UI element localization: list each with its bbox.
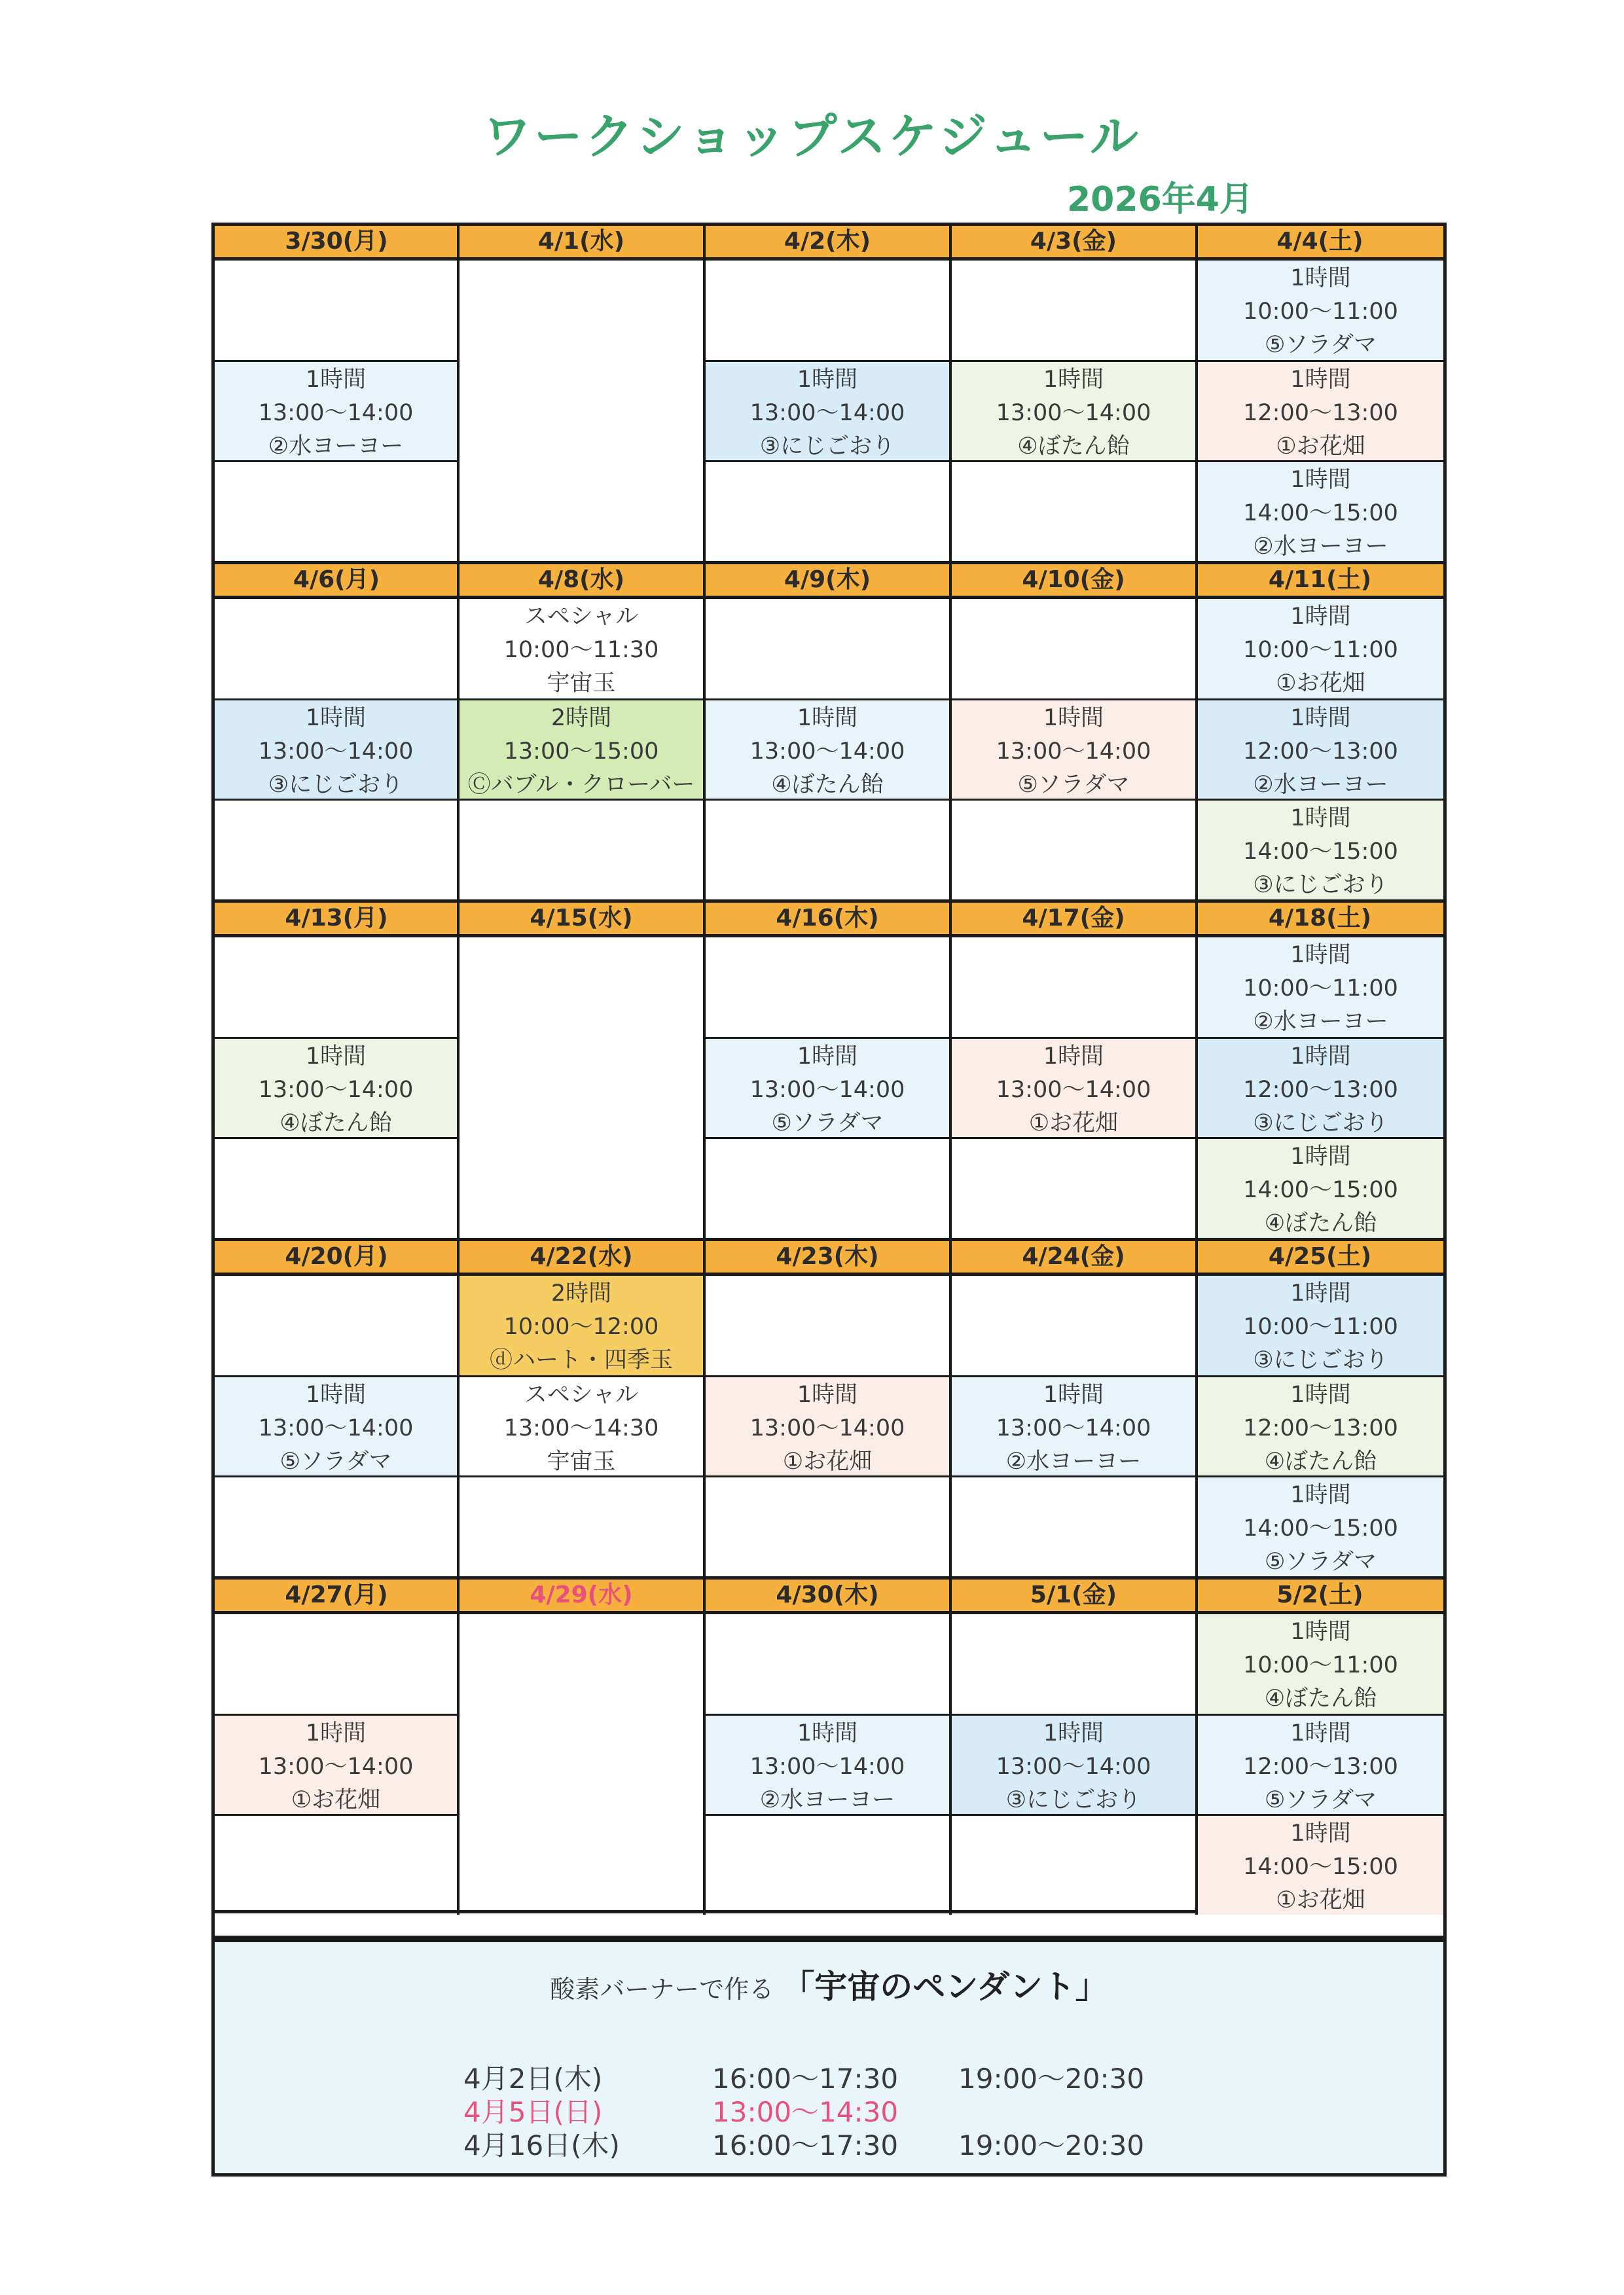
slot-divider [950, 1714, 1197, 1716]
column-divider [703, 899, 706, 1238]
slot-divider [1197, 799, 1443, 801]
slot-divider [950, 460, 1197, 462]
day-header: 4/8(水) [537, 566, 625, 593]
day-header: 4/16(木) [776, 905, 879, 931]
slot-duration: スペシャル [524, 1382, 639, 1408]
slot-time: 13:00〜14:30 [503, 1415, 659, 1441]
column-divider [457, 1576, 460, 1915]
slot-time: 13:00〜14:00 [749, 1754, 905, 1780]
day-header: 4/22(水) [530, 1243, 633, 1270]
slot-program: ⑤ソラダマ [1264, 332, 1377, 358]
slot-time: 13:00〜14:00 [258, 1415, 414, 1441]
slot-program: ②水ヨーヨー [1253, 533, 1388, 560]
column-divider [1195, 899, 1198, 1238]
day-header: 4/20(月) [285, 1243, 388, 1270]
workshop-slot [706, 362, 949, 460]
day-header: 4/13(月) [285, 905, 388, 931]
slot-duration: 2時間 [550, 705, 612, 731]
pendant-open-quote: 「 [782, 1968, 815, 2006]
workshop-slot [1198, 1039, 1443, 1137]
slot-duration: 1時間 [1290, 265, 1351, 291]
slot-time: 13:00〜14:00 [258, 1077, 414, 1103]
workshop-slot [1198, 1139, 1443, 1238]
slot-program: ②水ヨーヨー [1253, 1009, 1388, 1035]
pendant-info-box [211, 1939, 1447, 2177]
slot-duration: 1時間 [1290, 1280, 1351, 1307]
slot-program: Ⓒバブル・クローバー [467, 772, 695, 798]
workshop-slot [1198, 261, 1443, 360]
column-divider [1195, 1238, 1198, 1576]
column-divider [703, 223, 706, 561]
slot-time: 10:00〜11:30 [503, 637, 659, 663]
slot-divider [704, 460, 950, 462]
month-label: 2026年4月 [1067, 180, 1254, 219]
slot-program: ⑤ソラダマ [280, 1449, 392, 1475]
workshop-slot [1198, 1276, 1443, 1375]
slot-program: ④ぼたん飴 [771, 772, 884, 798]
slot-duration: 1時間 [305, 705, 367, 731]
slot-divider [1197, 1037, 1443, 1039]
slot-duration: 1時間 [305, 1382, 367, 1408]
workshop-slot [1198, 1614, 1443, 1714]
slot-duration: スペシャル [524, 604, 639, 630]
pendant-lead: 酸素バーナーで作る [550, 1975, 774, 2004]
slot-program: ①お花畑 [1276, 433, 1365, 460]
slot-divider [1197, 1375, 1443, 1377]
slot-duration: 1時間 [797, 1720, 858, 1746]
session-date: 4月2日(木) [463, 2063, 603, 2095]
slot-divider [704, 1375, 950, 1377]
slot-divider [215, 1375, 458, 1377]
slot-program: ④ぼたん飴 [1264, 1210, 1377, 1237]
slot-program: ③にじごおり [1253, 872, 1388, 898]
workshop-slot [460, 700, 703, 799]
workshop-slot [215, 1377, 457, 1475]
slot-time: 13:00〜14:00 [996, 400, 1151, 426]
slot-divider [950, 1037, 1197, 1039]
slot-program: ③にじごおり [1253, 1110, 1388, 1136]
workshop-slot [952, 1716, 1195, 1814]
day-header: 4/29(水) [530, 1581, 633, 1608]
day-header: 4/27(月) [285, 1581, 388, 1608]
column-divider [457, 899, 460, 1238]
slot-divider [1197, 460, 1443, 462]
slot-time: 10:00〜12:00 [503, 1314, 659, 1340]
slot-divider [1197, 1714, 1443, 1716]
pendant-heading [215, 1961, 1443, 2008]
day-header: 4/24(金) [1022, 1243, 1125, 1270]
day-header: 4/25(土) [1268, 1243, 1372, 1270]
slot-duration: 1時間 [1290, 1482, 1351, 1508]
workshop-slot [952, 1377, 1195, 1475]
slot-program: ③にじごおり [759, 433, 895, 460]
slot-divider [215, 1037, 458, 1039]
slot-program: ①お花畑 [1276, 1887, 1365, 1913]
slot-program: ①お花畑 [782, 1449, 873, 1475]
slot-duration: 1時間 [1290, 1144, 1351, 1170]
column-divider [703, 1576, 706, 1915]
slot-duration: 1時間 [1290, 1720, 1351, 1746]
day-header: 4/9(木) [784, 566, 871, 593]
day-header: 5/1(金) [1030, 1581, 1117, 1608]
slot-divider [215, 799, 458, 801]
workshop-slot [215, 1039, 457, 1137]
slot-duration: 1時間 [1043, 1043, 1104, 1070]
slot-program: ⑤ソラダマ [1264, 1787, 1377, 1813]
slot-program: ②水ヨーヨー [268, 433, 404, 460]
slot-program: ⑤ソラダマ [1264, 1549, 1377, 1575]
workshop-slot [460, 1276, 703, 1375]
column-divider [1195, 1576, 1198, 1915]
slot-divider [704, 1714, 950, 1716]
slot-time: 12:00〜13:00 [1243, 738, 1398, 765]
slot-time: 13:00〜14:00 [996, 1415, 1151, 1441]
slot-time: 12:00〜13:00 [1243, 1415, 1398, 1441]
slot-time: 13:00〜14:00 [749, 738, 905, 765]
day-header: 4/6(月) [293, 566, 380, 593]
slot-divider [704, 799, 950, 801]
workshop-slot [1198, 1377, 1443, 1475]
column-divider [949, 1238, 952, 1576]
slot-divider [215, 360, 458, 362]
slot-duration: 1時間 [1290, 705, 1351, 731]
slot-program: ⑤ソラダマ [1017, 772, 1130, 798]
slot-time: 13:00〜14:00 [749, 1415, 905, 1441]
week-header-row [215, 561, 1443, 599]
slot-duration: 1時間 [1290, 467, 1351, 493]
slot-time: 13:00〜14:00 [996, 738, 1151, 765]
slot-duration: 1時間 [305, 1720, 367, 1746]
week-header-row [215, 899, 1443, 937]
slot-program: ①お花畑 [291, 1787, 381, 1813]
slot-time: 12:00〜13:00 [1243, 400, 1398, 426]
slot-divider [704, 1037, 950, 1039]
slot-program: ①お花畑 [1028, 1110, 1119, 1136]
slot-duration: 1時間 [1290, 805, 1351, 831]
pendant-product: 宇宙のペンダント [814, 1968, 1075, 2006]
workshop-slot [1198, 1477, 1443, 1576]
slot-duration: 1時間 [1043, 367, 1104, 393]
page-title: ワークショップスケジュール [482, 109, 1142, 165]
workshop-slot [1198, 700, 1443, 799]
slot-divider [950, 1814, 1197, 1816]
slot-duration: 1時間 [305, 367, 367, 393]
workshop-slot [1198, 1716, 1443, 1814]
slot-divider [1197, 1137, 1443, 1139]
workshop-slot [706, 700, 949, 799]
day-header: 4/23(木) [776, 1243, 879, 1270]
day-header: 4/4(土) [1276, 228, 1363, 255]
slot-program: ④ぼたん飴 [1264, 1449, 1377, 1475]
session-time: 19:00〜20:30 [958, 2129, 1145, 2161]
column-divider [949, 1576, 952, 1915]
day-header: 4/15(水) [530, 905, 633, 931]
day-header: 4/30(木) [776, 1581, 879, 1608]
slot-time: 13:00〜14:00 [749, 400, 905, 426]
workshop-slot [952, 700, 1195, 799]
slot-duration: 1時間 [1290, 367, 1351, 393]
column-divider [457, 223, 460, 561]
slot-divider [950, 698, 1197, 700]
slot-divider [215, 698, 458, 700]
session-time: 13:00〜14:30 [712, 2096, 899, 2128]
week-header-row [215, 1238, 1443, 1276]
slot-program: ③にじごおり [1253, 1347, 1388, 1373]
slot-duration: 1時間 [1290, 1382, 1351, 1408]
slot-program: ②水ヨーヨー [1005, 1449, 1142, 1475]
slot-time: 10:00〜11:00 [1243, 975, 1398, 1002]
slot-divider [215, 1137, 458, 1139]
day-header: 4/10(金) [1022, 566, 1125, 593]
slot-divider [215, 1714, 458, 1716]
slot-divider [215, 1475, 458, 1477]
slot-program: ③にじごおり [268, 772, 404, 798]
slot-program: ①お花畑 [1276, 670, 1365, 696]
slot-divider [704, 1475, 950, 1477]
workshop-slot [215, 362, 457, 460]
workshop-slot [1198, 462, 1443, 561]
slot-time: 13:00〜14:00 [996, 1754, 1151, 1780]
column-divider [1195, 223, 1198, 561]
slot-time: 14:00〜15:00 [1243, 1515, 1398, 1542]
workshop-slot [706, 1716, 949, 1814]
workshop-slot [706, 1377, 949, 1475]
slot-time: 12:00〜13:00 [1243, 1754, 1398, 1780]
day-header: 3/30(月) [285, 228, 388, 255]
day-header: 4/1(水) [537, 228, 625, 255]
column-divider [703, 561, 706, 899]
slot-duration: 1時間 [1043, 705, 1104, 731]
slot-program: ⓓハート・四季玉 [489, 1347, 673, 1373]
slot-program: 宇宙玉 [547, 670, 616, 696]
slot-divider [1197, 1814, 1443, 1816]
slot-duration: 1時間 [797, 367, 858, 393]
slot-divider [458, 799, 704, 801]
workshop-slot [215, 1716, 457, 1814]
day-header: 4/3(金) [1030, 228, 1117, 255]
slot-divider [1197, 360, 1443, 362]
slot-divider [704, 1814, 950, 1816]
slot-duration: 1時間 [1290, 1820, 1351, 1847]
slot-divider [458, 698, 704, 700]
slot-duration: 1時間 [305, 1043, 367, 1070]
slot-time: 13:00〜14:00 [996, 1077, 1151, 1103]
slot-divider [704, 360, 950, 362]
week-header-row [215, 1576, 1443, 1614]
slot-divider [1197, 1475, 1443, 1477]
session-time: 16:00〜17:30 [712, 2129, 899, 2161]
slot-program: ⑤ソラダマ [771, 1110, 884, 1136]
slot-time: 13:00〜14:00 [749, 1077, 905, 1103]
workshop-slot [952, 1039, 1195, 1137]
pendant-close-quote: 」 [1075, 1968, 1108, 2006]
slot-duration: 1時間 [797, 705, 858, 731]
slot-program: ④ぼたん飴 [280, 1110, 392, 1136]
workshop-slot [1198, 937, 1443, 1037]
slot-time: 13:00〜15:00 [503, 738, 659, 765]
week-header-row [215, 223, 1443, 261]
day-header: 5/2(土) [1276, 1581, 1363, 1608]
session-date: 4月5日(日) [463, 2096, 603, 2128]
slot-divider [215, 1814, 458, 1816]
column-divider [457, 561, 460, 899]
slot-divider [458, 1475, 704, 1477]
session-time: 19:00〜20:30 [958, 2063, 1145, 2095]
slot-duration: 1時間 [1290, 942, 1351, 968]
slot-time: 12:00〜13:00 [1243, 1077, 1398, 1103]
slot-duration: 1時間 [1043, 1382, 1104, 1408]
slot-time: 10:00〜11:00 [1243, 298, 1398, 325]
slot-duration: 1時間 [1290, 604, 1351, 630]
schedule-grid [211, 223, 1447, 1913]
workshop-slot [1198, 599, 1443, 698]
slot-time: 14:00〜15:00 [1243, 1177, 1398, 1203]
slot-time: 10:00〜11:00 [1243, 1652, 1398, 1678]
workshop-slot [1198, 1816, 1443, 1915]
slot-program: ④ぼたん飴 [1264, 1686, 1377, 1712]
slot-time: 14:00〜15:00 [1243, 500, 1398, 526]
slot-time: 13:00〜14:00 [258, 400, 414, 426]
workshop-slot [460, 599, 703, 698]
slot-divider [704, 698, 950, 700]
slot-divider [1197, 698, 1443, 700]
slot-duration: 1時間 [797, 1043, 858, 1070]
slot-duration: 1時間 [797, 1382, 858, 1408]
slot-divider [950, 360, 1197, 362]
slot-duration: 1時間 [1290, 1619, 1351, 1645]
slot-time: 14:00〜15:00 [1243, 1854, 1398, 1880]
workshop-slot [1198, 801, 1443, 899]
day-header: 4/2(木) [784, 228, 871, 255]
workshop-slot [215, 700, 457, 799]
workshop-slot [1198, 362, 1443, 460]
slot-duration: 1時間 [1043, 1720, 1104, 1746]
workshop-slot [706, 1039, 949, 1137]
slot-program: ②水ヨーヨー [1253, 772, 1388, 798]
slot-time: 14:00〜15:00 [1243, 839, 1398, 865]
column-divider [949, 561, 952, 899]
slot-divider [950, 799, 1197, 801]
column-divider [949, 899, 952, 1238]
column-divider [949, 223, 952, 561]
day-header: 4/11(土) [1268, 566, 1372, 593]
workshop-slot [952, 362, 1195, 460]
slot-duration: 1時間 [1290, 1043, 1351, 1070]
slot-time: 10:00〜11:00 [1243, 1314, 1398, 1340]
column-divider [1195, 561, 1198, 899]
workshop-slot [460, 1377, 703, 1475]
column-divider [703, 1238, 706, 1576]
slot-program: ④ぼたん飴 [1017, 433, 1130, 460]
slot-time: 13:00〜14:00 [258, 1754, 414, 1780]
slot-divider [950, 1475, 1197, 1477]
grid-footer-strip [211, 1910, 1447, 1939]
slot-divider [458, 1375, 704, 1377]
slot-divider [704, 1137, 950, 1139]
slot-time: 10:00〜11:00 [1243, 637, 1398, 663]
slot-program: 宇宙玉 [547, 1449, 616, 1475]
session-date: 4月16日(木) [463, 2129, 620, 2161]
day-header: 4/17(金) [1022, 905, 1125, 931]
slot-program: ③にじごおり [1005, 1787, 1142, 1813]
slot-divider [215, 460, 458, 462]
session-time: 16:00〜17:30 [712, 2063, 899, 2095]
slot-time: 13:00〜14:00 [258, 738, 414, 765]
slot-divider [950, 1375, 1197, 1377]
slot-divider [950, 1137, 1197, 1139]
slot-program: ②水ヨーヨー [759, 1787, 895, 1813]
slot-duration: 2時間 [550, 1280, 612, 1307]
day-header: 4/18(土) [1268, 905, 1372, 931]
column-divider [457, 1238, 460, 1576]
